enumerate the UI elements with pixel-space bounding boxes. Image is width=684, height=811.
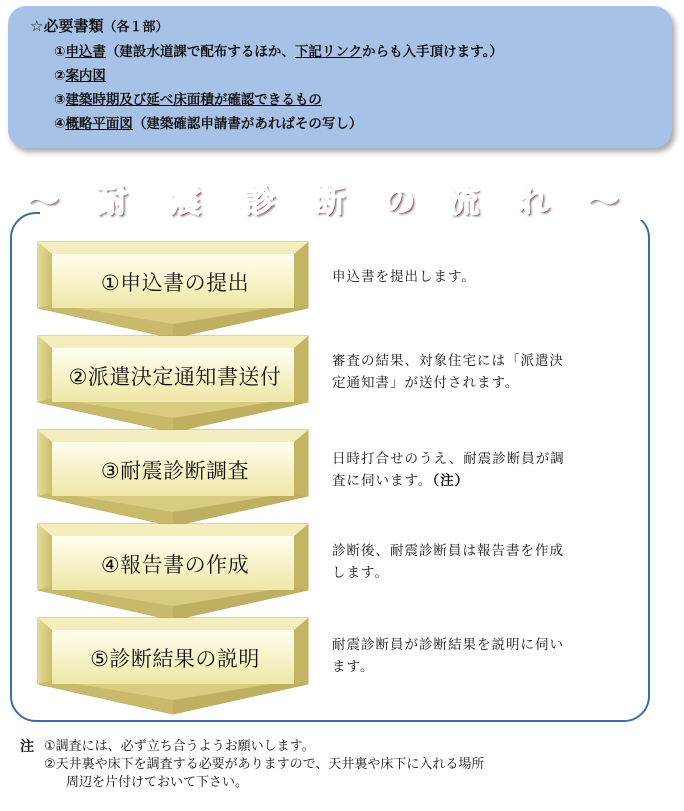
banner-char: 震 <box>170 184 201 220</box>
step-label: ②派遣決定通知書送付 <box>68 365 282 389</box>
required-title-note: （各１部） <box>103 20 169 35</box>
item-note: （建築確認申請書があればその写し） <box>132 116 363 132</box>
item-name: 建築時期及び延べ床面積が確認できるもの <box>65 92 322 108</box>
item-number: ③ <box>54 92 66 108</box>
item-number: ① <box>54 44 66 60</box>
step-description-5 <box>332 634 622 678</box>
banner-char: 診 <box>244 184 275 220</box>
required-documents-title <box>30 14 672 40</box>
footnote-line: 周辺を片付けておいて下さい。 <box>66 775 249 790</box>
desc-line: ます。 <box>332 659 375 675</box>
required-item-floor-plan <box>30 112 672 136</box>
item-name: 概略平面図 <box>65 116 133 132</box>
step-label: ③耐震診断調査 <box>100 459 250 483</box>
footnote-line: ①調査には、必ず立ち合うようお願いします。 <box>44 739 315 754</box>
desc-line: 申込書を提出します。 <box>332 269 476 285</box>
desc-line: 査に伺います。 <box>332 473 433 489</box>
step-description-2 <box>332 350 622 394</box>
footnote <box>20 738 670 792</box>
desc-line: します。 <box>332 565 389 581</box>
note-reference: （注） <box>432 473 470 489</box>
required-item-map <box>30 64 672 88</box>
desc-line: 定通知書」が送付されます。 <box>332 375 520 391</box>
banner-char: 耐 <box>96 184 127 220</box>
desc-line: 診断後、耐震診断員は報告書を作成 <box>332 543 564 559</box>
step-description-4 <box>332 540 622 584</box>
item-name: 案内図 <box>65 68 106 84</box>
link-below[interactable]: 下記リンク <box>294 44 363 60</box>
step-label: ④報告書の作成 <box>100 553 250 577</box>
flow-step-2 <box>38 336 308 436</box>
desc-line: 日時打合せのうえ、耐震診断員が調 <box>332 451 565 467</box>
footnote-mark: 注 <box>20 739 34 755</box>
banner-char: ～ <box>28 184 59 220</box>
required-title-text: ☆必要書類 <box>30 17 104 35</box>
flow-step-1 <box>38 242 308 342</box>
required-item-application <box>30 40 672 64</box>
banner-char: れ <box>518 184 549 220</box>
item-note: からも入手頂けます。） <box>362 44 503 60</box>
step-description-3 <box>332 448 622 492</box>
banner-char: ～ <box>588 184 619 220</box>
flow-step-3 <box>38 430 308 530</box>
item-number: ② <box>54 68 66 84</box>
desc-line: 耐震診断員が診断結果を説明に伺い <box>332 637 564 653</box>
banner-char: 流 <box>448 184 479 220</box>
banner-char: 断 <box>314 184 345 220</box>
step-label: ⑤診断結果の説明 <box>90 647 260 671</box>
step-label: ①申込書の提出 <box>100 271 250 295</box>
flow-step-4 <box>38 524 308 624</box>
item-note: （建設水道課で配布するほか、 <box>105 44 295 60</box>
flow-step-5 <box>38 618 308 718</box>
footnote-line: ②天井裏や床下を調査する必要がありますので、天井裏や床下に入れる場所 <box>44 757 485 772</box>
step-description-1 <box>332 266 622 288</box>
required-item-build-date <box>30 88 672 112</box>
item-number: ④ <box>54 116 66 132</box>
flow-banner-title <box>0 176 684 226</box>
required-documents-box <box>8 6 672 148</box>
item-name: 申込書 <box>65 44 106 60</box>
banner-char: の <box>384 184 415 220</box>
desc-line: 審査の結果、対象住宅には「派遣決 <box>332 353 564 369</box>
